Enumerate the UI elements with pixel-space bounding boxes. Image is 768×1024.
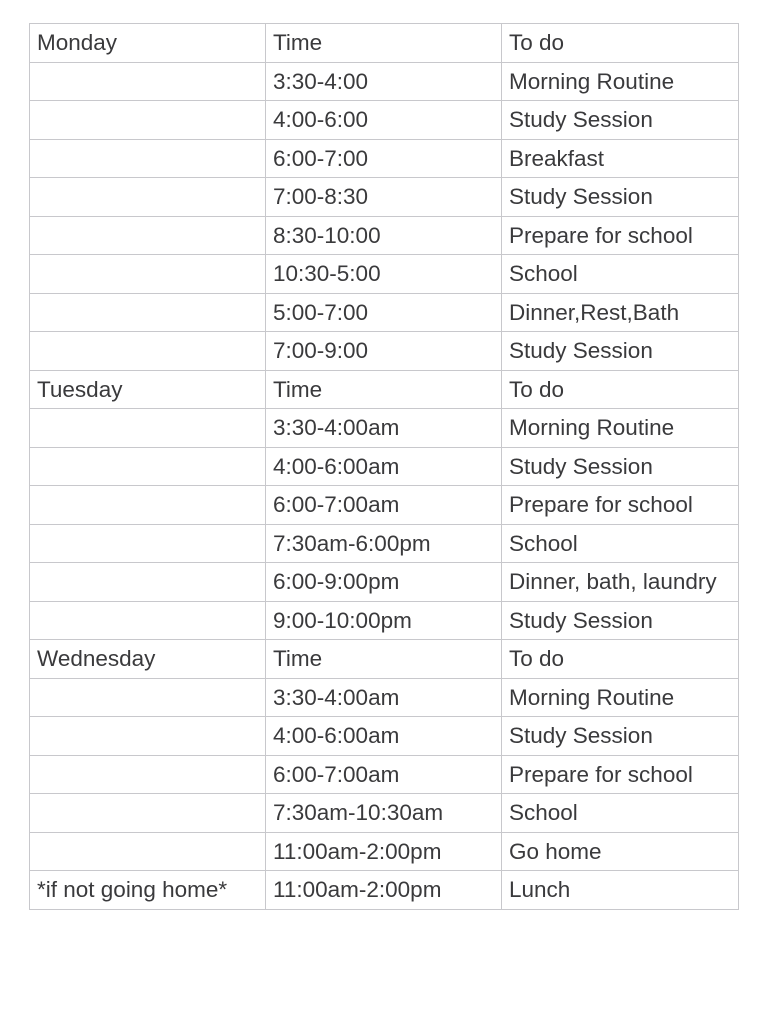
todo-cell: To do <box>502 24 739 63</box>
day-cell: Monday <box>30 24 266 63</box>
time-cell: 6:00-9:00pm <box>266 563 502 602</box>
todo-cell: School <box>502 255 739 294</box>
todo-cell: Morning Routine <box>502 409 739 448</box>
schedule-table <box>29 23 739 910</box>
table-row <box>30 601 739 640</box>
day-cell <box>30 178 266 217</box>
time-cell: 3:30-4:00am <box>266 409 502 448</box>
table-row <box>30 178 739 217</box>
table-row <box>30 486 739 525</box>
todo-cell: School <box>502 794 739 833</box>
todo-cell: Lunch <box>502 871 739 910</box>
table-row <box>30 332 739 371</box>
table-row <box>30 524 739 563</box>
day-cell <box>30 717 266 756</box>
day-cell <box>30 332 266 371</box>
time-cell: 8:30-10:00 <box>266 216 502 255</box>
todo-cell: Morning Routine <box>502 678 739 717</box>
day-cell: Tuesday <box>30 370 266 409</box>
todo-cell: Prepare for school <box>502 755 739 794</box>
day-cell <box>30 139 266 178</box>
time-cell: 6:00-7:00am <box>266 486 502 525</box>
table-row <box>30 755 739 794</box>
time-cell: 6:00-7:00am <box>266 755 502 794</box>
table-row <box>30 139 739 178</box>
schedule-table-body <box>30 24 739 910</box>
day-cell <box>30 678 266 717</box>
time-cell: Time <box>266 24 502 63</box>
time-cell: 3:30-4:00am <box>266 678 502 717</box>
table-row <box>30 717 739 756</box>
todo-cell: Study Session <box>502 332 739 371</box>
time-cell: Time <box>266 370 502 409</box>
day-cell <box>30 794 266 833</box>
todo-cell: Study Session <box>502 717 739 756</box>
table-row <box>30 255 739 294</box>
table-row <box>30 640 739 679</box>
time-cell: 6:00-7:00 <box>266 139 502 178</box>
time-cell: 7:00-9:00 <box>266 332 502 371</box>
table-row <box>30 370 739 409</box>
todo-cell: Dinner,Rest,Bath <box>502 293 739 332</box>
day-cell <box>30 255 266 294</box>
day-cell <box>30 101 266 140</box>
todo-cell: Prepare for school <box>502 486 739 525</box>
time-cell: 7:30am-10:30am <box>266 794 502 833</box>
table-row <box>30 832 739 871</box>
day-cell <box>30 447 266 486</box>
table-row <box>30 101 739 140</box>
todo-cell: Study Session <box>502 447 739 486</box>
todo-cell: Study Session <box>502 101 739 140</box>
table-row <box>30 62 739 101</box>
table-row <box>30 293 739 332</box>
table-row <box>30 794 739 833</box>
table-row <box>30 216 739 255</box>
day-cell <box>30 216 266 255</box>
time-cell: 11:00am-2:00pm <box>266 871 502 910</box>
table-row <box>30 871 739 910</box>
day-cell <box>30 409 266 448</box>
table-row <box>30 447 739 486</box>
day-cell: Wednesday <box>30 640 266 679</box>
day-cell <box>30 62 266 101</box>
todo-cell: To do <box>502 640 739 679</box>
time-cell: 3:30-4:00 <box>266 62 502 101</box>
time-cell: 4:00-6:00am <box>266 717 502 756</box>
todo-cell: School <box>502 524 739 563</box>
time-cell: Time <box>266 640 502 679</box>
todo-cell: Study Session <box>502 601 739 640</box>
table-row <box>30 409 739 448</box>
todo-cell: Breakfast <box>502 139 739 178</box>
todo-cell: Prepare for school <box>502 216 739 255</box>
time-cell: 4:00-6:00 <box>266 101 502 140</box>
table-row <box>30 563 739 602</box>
day-cell <box>30 601 266 640</box>
day-cell <box>30 524 266 563</box>
time-cell: 7:00-8:30 <box>266 178 502 217</box>
time-cell: 7:30am-6:00pm <box>266 524 502 563</box>
time-cell: 10:30-5:00 <box>266 255 502 294</box>
day-cell: *if not going home* <box>30 871 266 910</box>
todo-cell: To do <box>502 370 739 409</box>
time-cell: 5:00-7:00 <box>266 293 502 332</box>
day-cell <box>30 486 266 525</box>
table-row <box>30 678 739 717</box>
day-cell <box>30 832 266 871</box>
todo-cell: Dinner, bath, laundry <box>502 563 739 602</box>
time-cell: 4:00-6:00am <box>266 447 502 486</box>
day-cell <box>30 755 266 794</box>
day-cell <box>30 563 266 602</box>
todo-cell: Morning Routine <box>502 62 739 101</box>
table-row <box>30 24 739 63</box>
time-cell: 9:00-10:00pm <box>266 601 502 640</box>
todo-cell: Go home <box>502 832 739 871</box>
time-cell: 11:00am-2:00pm <box>266 832 502 871</box>
todo-cell: Study Session <box>502 178 739 217</box>
day-cell <box>30 293 266 332</box>
